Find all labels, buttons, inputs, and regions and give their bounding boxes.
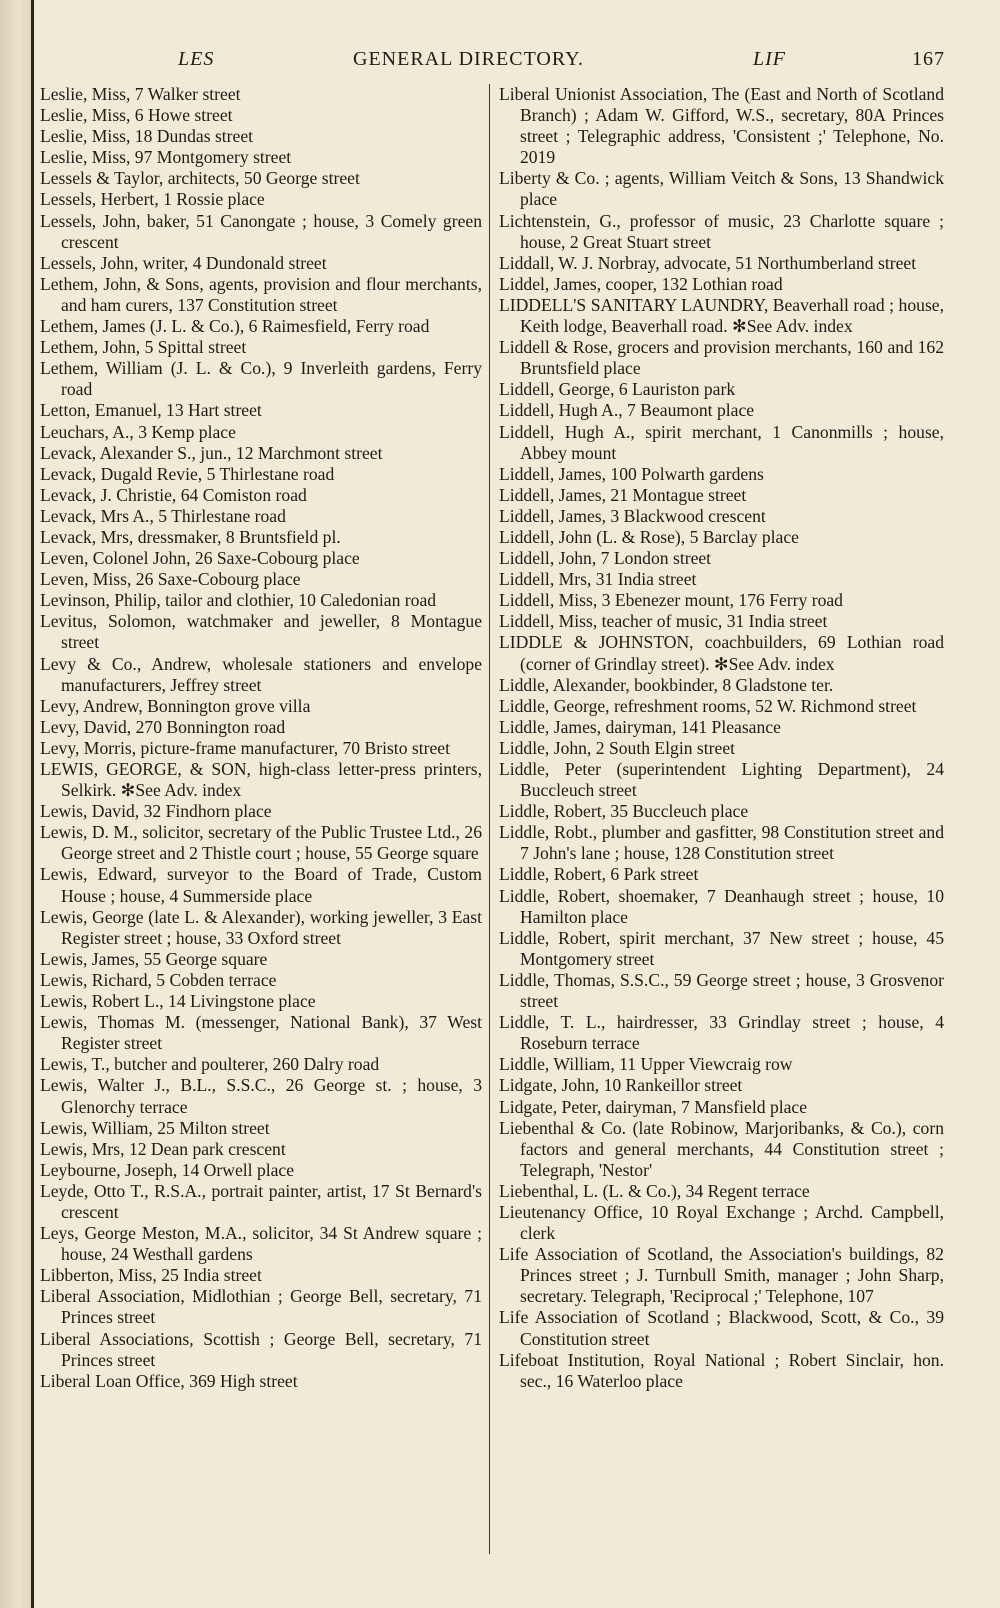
directory-entry: Levy, Morris, picture-frame manufacturer, 70 Bristo street: [40, 737, 450, 758]
directory-entry: Levy & Co., Andrew, wholesale stationers and envelope manufacturers, Jeffrey street: [40, 653, 482, 695]
directory-entry: Lewis, George (late L. & Alexander), working jeweller, 3 East Register street ; house, 33 Oxford street: [40, 906, 482, 948]
directory-entry: Liddell, Mrs, 31 India street: [499, 569, 697, 590]
directory-entry: Liberty & Co. ; agents, William Veitch & Sons, 13 Shandwick place: [499, 168, 944, 210]
directory-entry: Liddle, T. L., hairdresser, 33 Grindlay street ; house, 4 Roseburn terrace: [499, 1012, 944, 1054]
directory-entry: Levack, Mrs, dressmaker, 8 Bruntsfield pl.: [40, 526, 341, 547]
directory-entry: Liddle, Robert, shoemaker, 7 Deanhaugh street ; house, 10 Hamilton place: [499, 885, 944, 927]
directory-entry: Lewis, Walter J., B.L., S.S.C., 26 George st. ; house, 3 Glenorchy terrace: [40, 1075, 482, 1117]
directory-entry: Leslie, Miss, 18 Dundas street: [40, 126, 254, 147]
directory-entry: Leven, Miss, 26 Saxe-Cobourg place: [40, 569, 301, 590]
directory-entry: Lidgate, John, 10 Rankeillor street: [499, 1075, 743, 1096]
directory-entry: Leven, Colonel John, 26 Saxe-Cobourg place: [40, 548, 360, 569]
directory-entry: Life Association of Scotland ; Blackwood, Scott, & Co., 39 Constitution street: [499, 1307, 944, 1349]
directory-entry: Liddle, William, 11 Upper Viewcraig row: [499, 1054, 793, 1075]
directory-entry: Liddell, John (L. & Rose), 5 Barclay place: [499, 526, 799, 547]
directory-entry: Leslie, Miss, 97 Montgomery street: [40, 147, 292, 168]
directory-entry: Lethem, John, 5 Spittal street: [40, 337, 247, 358]
page-header: [170, 48, 945, 74]
directory-entry: Liddle, Robert, spirit merchant, 37 New street ; house, 45 Montgomery street: [499, 927, 944, 969]
directory-entry: Liddle, Robt., plumber and gasfitter, 98 Constitution street and 7 John's lane ; house, 128 Constitution street: [499, 822, 944, 864]
directory-entry: LEWIS, GEORGE, & SON, high-class letter-press printers, Selkirk. ✻See Adv. index: [40, 759, 482, 801]
directory-entry: Levitus, Solomon, watchmaker and jeweller, 8 Montague street: [40, 611, 482, 653]
directory-entry: Lethem, John, & Sons, agents, provision and flour merchants, and ham curers, 137 Constitution street: [40, 273, 482, 315]
directory-entry: Levack, Dugald Revie, 5 Thirlestane road: [40, 463, 335, 484]
left-column: [40, 84, 482, 1392]
directory-entry: Liddle, John, 2 South Elgin street: [499, 737, 736, 758]
directory-entry: Leys, George Meston, M.A., solicitor, 34 St Andrew square ; house, 24 Westhall gardens: [40, 1223, 482, 1265]
directory-entry: Levinson, Philip, tailor and clothier, 10 Caledonian road: [40, 590, 437, 611]
directory-entry: LIDDELL'S SANITARY LAUNDRY, Beaverhall road ; house, Keith lodge, Beaverhall road. ✻See Adv. index: [499, 294, 944, 337]
header-title: GENERAL DIRECTORY.: [353, 48, 584, 70]
directory-entry: Liberal Loan Office, 369 High street: [40, 1370, 298, 1391]
directory-entry: Life Association of Scotland, the Association's buildings, 82 Princes street ; J. Turnbull Smith, manager ; John Sharp, secretary. Telegraph, 'Reciprocal ;' Telephone, 107: [499, 1244, 944, 1307]
directory-entry: Levack, J. Christie, 64 Comiston road: [40, 484, 307, 505]
directory-entry: Levy, David, 270 Bonnington road: [40, 716, 286, 737]
directory-entry: Lessels, John, writer, 4 Dundonald street: [40, 252, 327, 273]
directory-entry: Liddall, W. J. Norbray, advocate, 51 Northumberland street: [499, 252, 917, 273]
directory-entry: Lewis, William, 25 Milton street: [40, 1117, 270, 1138]
directory-entry: Lewis, Robert L., 14 Livingstone place: [40, 991, 316, 1012]
directory-entry: Lidgate, Peter, dairyman, 7 Mansfield place: [499, 1096, 808, 1117]
directory-entry: Lewis, Thomas M. (messenger, National Bank), 37 West Register street: [40, 1012, 482, 1054]
directory-entry: Lethem, James (J. L. & Co.), 6 Raimesfield, Ferry road: [40, 316, 430, 337]
directory-entry: Lewis, D. M., solicitor, secretary of the Public Trustee Ltd., 26 George street and 2 Thistle court ; house, 55 George square: [40, 822, 482, 864]
directory-entry: Liddle, Alexander, bookbinder, 8 Gladstone ter.: [499, 674, 834, 695]
directory-entry: Liddell, James, 100 Polwarth gardens: [499, 463, 764, 484]
directory-entry: Liddell, Hugh A., 7 Beaumont place: [499, 400, 755, 421]
directory-entry: Lieutenancy Office, 10 Royal Exchange ; Archd. Campbell, clerk: [499, 1201, 944, 1244]
directory-entry: Levack, Alexander S., jun., 12 Marchmont street: [40, 442, 383, 463]
directory-entry: Liddell, Miss, teacher of music, 31 India street: [499, 611, 828, 632]
directory-entry: Liddell, James, 21 Montague street: [499, 484, 747, 505]
directory-entry: Lewis, James, 55 George square: [40, 948, 268, 969]
directory-entry: Libberton, Miss, 25 India street: [40, 1265, 262, 1286]
directory-entry: Lifeboat Institution, Royal National ; Robert Sinclair, hon. sec., 16 Waterloo place: [499, 1349, 944, 1391]
directory-entry: Lessels & Taylor, architects, 50 George street: [40, 168, 360, 189]
directory-entry: Leyde, Otto T., R.S.A., portrait painter, artist, 17 St Bernard's crescent: [40, 1180, 482, 1222]
directory-entry: Liddell, James, 3 Blackwood crescent: [499, 505, 766, 526]
directory-entry: Liebenthal & Co. (late Robinow, Marjoribanks, & Co.), corn factors and general merchants, 44 Constitution street ; Telegraph, 'Nestor': [499, 1117, 944, 1180]
directory-entry: Leuchars, A., 3 Kemp place: [40, 421, 236, 442]
directory-entry: Liberal Unionist Association, The (East and North of Scotland Branch) ; Adam W. Gifford, W.S., secretary, 80A Princes street ; Telegraphic address, 'Consistent ;' Telephone, No. 2019: [499, 84, 944, 168]
right-column: [499, 84, 944, 1392]
directory-entry: Liddle, Peter (superintendent Lighting Department), 24 Buccleuch street: [499, 759, 944, 801]
directory-entry: Lichtenstein, G., professor of music, 23 Charlotte square ; house, 2 Great Stuart street: [499, 210, 944, 252]
directory-entry: Lewis, Edward, surveyor to the Board of Trade, Custom House ; house, 4 Summerside place: [40, 864, 482, 906]
header-right-guide-word: LIF: [753, 48, 786, 70]
directory-entry: Lewis, Richard, 5 Cobden terrace: [40, 969, 277, 990]
directory-entry: Letton, Emanuel, 13 Hart street: [40, 400, 262, 421]
header-left-guide-word: LES: [178, 48, 215, 70]
directory-entry: Liddell, Miss, 3 Ebenezer mount, 176 Ferry road: [499, 590, 843, 611]
directory-entry: Liebenthal, L. (L. & Co.), 34 Regent terrace: [499, 1180, 810, 1201]
directory-entry: Liddell, Hugh A., spirit merchant, 1 Canonmills ; house, Abbey mount: [499, 421, 944, 463]
directory-entry: Lewis, Mrs, 12 Dean park crescent: [40, 1138, 286, 1159]
directory-entry: Leslie, Miss, 6 Howe street: [40, 105, 233, 126]
directory-entry: Liddell & Rose, grocers and provision merchants, 160 and 162 Bruntsfield place: [499, 337, 944, 379]
directory-entry: Liberal Associations, Scottish ; George Bell, secretary, 71 Princes street: [40, 1328, 482, 1370]
directory-entry: Liddle, George, refreshment rooms, 52 W. Richmond street: [499, 695, 917, 716]
directory-entry: LIDDLE & JOHNSTON, coachbuilders, 69 Lothian road (corner of Grindlay street). ✻See Adv. index: [499, 632, 944, 674]
directory-entry: Levy, Andrew, Bonnington grove villa: [40, 695, 311, 716]
directory-entry: Lessels, Herbert, 1 Rossie place: [40, 189, 265, 210]
directory-entry: Levack, Mrs A., 5 Thirlestane road: [40, 505, 286, 526]
directory-entry: Lewis, T., butcher and poulterer, 260 Dalry road: [40, 1054, 380, 1075]
column-divider: [489, 84, 490, 1554]
directory-entry: Liddle, Robert, 6 Park street: [499, 864, 699, 885]
directory-entry: Lethem, William (J. L. & Co.), 9 Inverleith gardens, Ferry road: [40, 358, 482, 400]
directory-entry: Liddle, Thomas, S.S.C., 59 George street ; house, 3 Grosvenor street: [499, 969, 944, 1012]
directory-entry: Leybourne, Joseph, 14 Orwell place: [40, 1159, 295, 1180]
directory-entry: Lewis, David, 32 Findhorn place: [40, 801, 272, 822]
directory-entry: Liddell, George, 6 Lauriston park: [499, 379, 736, 400]
directory-entry: Liddel, James, cooper, 132 Lothian road: [499, 273, 783, 294]
page-number: 167: [912, 48, 945, 70]
binding-gutter: [0, 0, 34, 1608]
directory-entry: Leslie, Miss, 7 Walker street: [40, 84, 241, 104]
directory-entry: Liddle, James, dairyman, 141 Pleasance: [499, 716, 781, 737]
directory-entry: Liddle, Robert, 35 Buccleuch place: [499, 801, 749, 822]
directory-entry: Liberal Association, Midlothian ; George Bell, secretary, 71 Princes street: [40, 1286, 482, 1328]
directory-entry: Lessels, John, baker, 51 Canongate ; house, 3 Comely green crescent: [40, 210, 482, 252]
directory-entry: Liddell, John, 7 London street: [499, 548, 712, 569]
